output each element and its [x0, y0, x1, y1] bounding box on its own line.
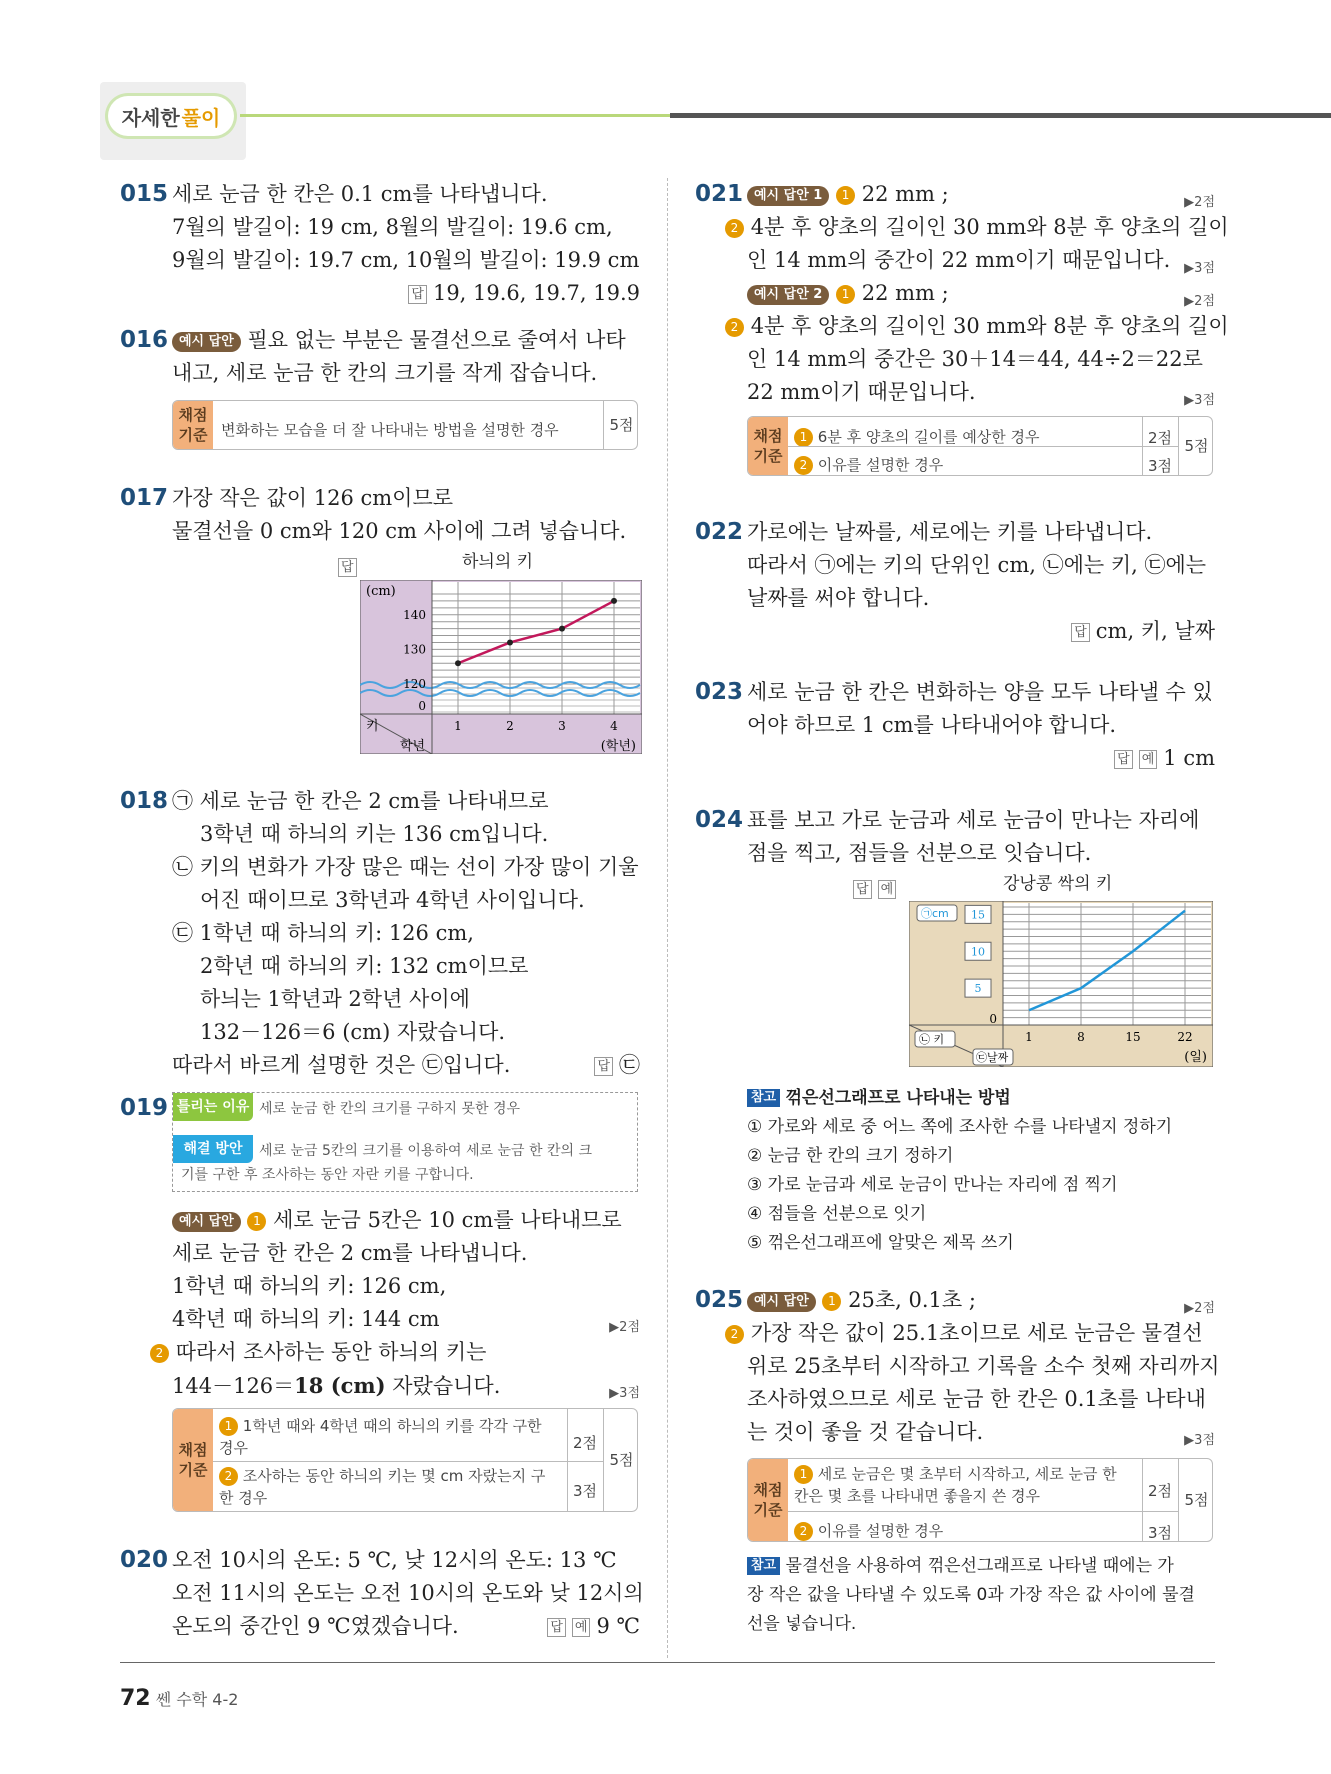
q018-line: 따라서 바르게 설명한 것은 ㉢입니다. [172, 1053, 511, 1077]
q022-number: 022 [695, 519, 744, 545]
solution-text: 세로 눈금 5칸의 크기를 이용하여 세로 눈금 한 칸의 크 [259, 1143, 592, 1159]
q024-number: 024 [695, 807, 744, 833]
q025-line: 위로 25초부터 시작하고 기록을 소수 첫째 자리까지 [747, 1354, 1220, 1378]
q018-line: 3학년 때 하늬의 키는 136 cm입니다. [200, 822, 549, 846]
q021-line: 인 14 mm의 중간은 30＋14＝44, 44÷2＝22로 [747, 347, 1203, 371]
chart1-point [455, 660, 461, 666]
q018-line: 어진 때이므로 3학년과 4학년 사이입니다. [200, 888, 585, 912]
criteria-text: 1 1학년 때와 4학년 때의 하늬의 키를 각각 구한 경우 [219, 1417, 542, 1457]
q021-line: 2 4분 후 양초의 길이인 30 mm와 8분 후 양초의 길이 [725, 310, 1229, 343]
q018-line: 하늬는 1학년과 2학년 사이에 [200, 987, 470, 1011]
q018-number: 018 [120, 788, 169, 814]
chart1-ytick: 140 [403, 607, 426, 622]
chart1-xtick: 4 [610, 719, 618, 733]
solution-tag: 해결 방안 [173, 1135, 253, 1163]
q015-line: 세로 눈금 한 칸은 0.1 cm를 나타냅니다. [172, 182, 548, 206]
criteria-text: 2 조사하는 동안 하늬의 키는 몇 cm 자랐는지 구 한 경우 [219, 1467, 546, 1507]
chart1-xtick: 1 [454, 719, 462, 733]
q020-line: 오전 11시의 온도는 오전 10시의 온도와 낮 12시의 [172, 1581, 644, 1605]
q022-answer: 답 cm, 키, 날짜 [1071, 615, 1215, 648]
q018-line: 132－126＝6 (cm) 자랐습니다. [200, 1020, 506, 1044]
chart2-ytick: 15 [971, 908, 985, 922]
criteria-text: 1 6분 후 양초의 길이를 예상한 경우 [794, 421, 1040, 454]
column-divider [667, 178, 668, 1658]
q017-line: 물결선을 0 cm와 120 cm 사이에 그려 넣습니다. [172, 519, 627, 543]
reference-step: ③ 가로 눈금과 세로 눈금이 만나는 자리에 점 찍기 [747, 1175, 1118, 1195]
q025-line: 조사하였으므로 세로 눈금 한 칸은 0.1초를 나타내 [747, 1387, 1206, 1411]
q017-answer-tag: 답 [338, 550, 363, 583]
chart1-ytick: 120 [403, 677, 426, 691]
q025-point: ▶2점 [1184, 1301, 1215, 1316]
chart1-point [611, 598, 617, 604]
page-number: 72 쎈 수학 4-2 [120, 1686, 239, 1711]
q024-line: 점을 찍고, 점들을 선분으로 잇습니다. [747, 841, 1092, 865]
q021-line: 22 mm이기 때문입니다. [747, 380, 976, 404]
reference-step: ⑤ 꺾은선그래프에 알맞은 제목 쓰기 [747, 1233, 1014, 1253]
q025-line: 예시 답안 1 25초, 0.1초 ; [747, 1284, 976, 1317]
q015-line: 7월의 발길이: 19 cm, 8월의 발길이: 19.6 cm, [172, 215, 613, 239]
q020-number: 020 [120, 1547, 169, 1573]
chart1-xtick: 3 [558, 719, 566, 733]
q022-line: 가로에는 날짜를, 세로에는 키를 나타냅니다. [747, 520, 1153, 544]
q019-hint-box [172, 1092, 638, 1192]
criteria-label: 채점 기준 [748, 417, 788, 475]
q018-line: ㉢ 1학년 때 하늬의 키: 126 cm, [172, 921, 474, 945]
q019-point: ▶2점 [609, 1320, 640, 1335]
criteria-total: 5점 [1178, 417, 1213, 475]
chart2-xlabel: (일) [1184, 1050, 1207, 1065]
criteria-total: 5점 [1178, 1459, 1213, 1541]
q025-line: 는 것이 좋을 것 같습니다. [747, 1420, 984, 1444]
q025-line: 2 가장 작은 값이 25.1초이므로 세로 눈금은 물결선 [725, 1317, 1203, 1350]
q023-number: 023 [695, 679, 744, 705]
criteria-score: 2점 [1147, 1482, 1173, 1500]
q017-line: 가장 작은 값이 126 cm이므로 [172, 486, 454, 510]
solution-text: 기를 구한 후 조사하는 동안 자란 키를 구합니다. [181, 1167, 474, 1183]
q016-line: 예시 답안 필요 없는 부분은 물결선으로 줄여서 나타 [172, 324, 626, 357]
q018-line: 2학년 때 하늬의 키: 132 cm이므로 [200, 954, 529, 978]
q023-answer: 답 예 1 cm [1114, 742, 1215, 775]
q021-line: 인 14 mm의 중간이 22 mm이기 때문입니다. [747, 248, 1171, 272]
q021-point: ▶3점 [1184, 261, 1215, 276]
wrong-reason-text: 세로 눈금 한 칸의 크기를 구하지 못한 경우 [259, 1101, 521, 1117]
q024-answer-tag: 답 예 [853, 872, 902, 905]
reference-step: ② 눈금 한 칸의 크기 정하기 [747, 1146, 954, 1166]
chart1-point [559, 626, 565, 632]
chart1-corner-row: 키 [366, 719, 379, 734]
chart1-ytick: 0 [418, 699, 426, 713]
q018-line: ㉡ 키의 변화가 가장 많은 때는 선이 가장 많이 기울 [172, 855, 639, 879]
criteria-text: 2 이유를 설명한 경우 [794, 1515, 943, 1542]
q021-point: ▶3점 [1184, 393, 1215, 408]
q019-line: 예시 답안 1 세로 눈금 5칸은 10 cm를 나타내므로 [172, 1204, 622, 1237]
reference-title: 참고 꺾은선그래프로 나타내는 방법 [747, 1084, 1172, 1113]
criteria-total: 5점 [603, 1409, 638, 1511]
q021-number: 021 [695, 181, 744, 207]
q015-answer: 답 19, 19.6, 19.7, 19.9 [408, 277, 640, 310]
chart2-xtick: 22 [1177, 1030, 1193, 1044]
reference-step: ④ 점들을 선분으로 잇기 [747, 1204, 927, 1224]
footer-rule [120, 1662, 1215, 1663]
q016-line: 내고, 세로 눈금 한 칸의 크기를 작게 잡습니다. [172, 361, 598, 385]
q019-criteria-box [172, 1408, 638, 1512]
q025-reference: 참고 물결선을 사용하여 꺾은선그래프로 나타낼 때에는 가 장 작은 값을 나타낼 수 있도록 0과 가장 작은 값 사이에 물결 선을 넣습니다. [747, 1556, 1195, 1634]
q015-number: 015 [120, 181, 169, 207]
criteria-score: 2점 [572, 1434, 598, 1452]
q018-answer: 답 ㉢ [594, 1049, 640, 1082]
q021-criteria-box [747, 416, 1213, 476]
chart2-ytick: 0 [989, 1012, 997, 1026]
q021-point: ▶2점 [1184, 195, 1215, 210]
q020-line: 온도의 중간인 9 ℃였겠습니다. [172, 1614, 459, 1638]
criteria-score: 3점 [1147, 457, 1173, 475]
chart1-ytick: 130 [403, 642, 426, 657]
q021-line: 예시 답안 1 1 22 mm ; [747, 178, 949, 211]
chart1-title: 하늬의 키 [462, 552, 534, 572]
chart2-ytick: 10 [971, 945, 985, 959]
q019-line: 세로 눈금 한 칸은 2 cm를 나타냅니다. [172, 1241, 528, 1265]
chart1-point [507, 639, 513, 645]
criteria-text: 2 이유를 설명한 경우 [794, 449, 943, 476]
chart1-corner-col: 학년 [400, 739, 426, 754]
q024-line: 표를 보고 가로 눈금과 세로 눈금이 만나는 자리에 [747, 808, 1200, 832]
chart2-xtick: 1 [1025, 1030, 1033, 1044]
q018-line: ㉠ 세로 눈금 한 칸은 2 cm를 나타내므로 [172, 789, 549, 813]
criteria-text: 1 세로 눈금은 몇 초부터 시작하고, 세로 눈금 한 칸은 몇 초를 나타내면 좋을지 쓴 경우 [794, 1465, 1117, 1505]
criteria-score: 5점 [603, 401, 638, 449]
q020-answer: 답 예 9 ℃ [547, 1610, 640, 1643]
criteria-label: 채점 기준 [748, 1459, 788, 1541]
q022-line: 날짜를 써야 합니다. [747, 586, 930, 610]
q019-line: 2 따라서 조사하는 동안 하늬의 키는 [150, 1336, 486, 1369]
q025-point: ▶3점 [1184, 1433, 1215, 1448]
q019-line: 4학년 때 하늬의 키: 144 cm [172, 1307, 440, 1331]
q021-line: 예시 답안 2 1 22 mm ; [747, 277, 949, 310]
q023-line: 세로 눈금 한 칸은 변화하는 양을 모두 나타낼 수 있 [747, 680, 1213, 704]
q021-point: ▶2점 [1184, 294, 1215, 309]
q025-criteria-box [747, 1458, 1213, 1542]
q019-line: 1학년 때 하늬의 키: 126 cm, [172, 1274, 447, 1298]
chart1-xlabel: (학년) [600, 739, 636, 754]
q025-number: 025 [695, 1287, 744, 1313]
criteria-label: 채점 기준 [173, 401, 213, 449]
header-rule-dark [670, 113, 1331, 118]
chart2-title: 강낭콩 싹의 키 [1003, 874, 1113, 894]
chart1-svg [360, 580, 642, 754]
chart1-ylabel: (cm) [366, 584, 396, 599]
chart2-xtick: 8 [1077, 1030, 1085, 1044]
criteria-score: 3점 [1147, 1524, 1173, 1542]
chart2-ytick: 5 [974, 982, 982, 996]
chart2-ylabel: ㉠cm [921, 907, 949, 920]
criteria-score: 3점 [572, 1482, 598, 1500]
q017-number: 017 [120, 485, 169, 511]
chart1-xtick: 2 [506, 719, 514, 733]
q022-line: 따라서 ㉠에는 키의 단위인 cm, ㉡에는 키, ㉢에는 [747, 553, 1207, 577]
q016-criteria-box [172, 400, 638, 450]
header-rule-green [240, 114, 670, 117]
chart2-corner-col: ㉢날짜 [976, 1051, 1009, 1064]
q020-line: 오전 10시의 온도: 5 ℃, 낮 12시의 온도: 13 ℃ [172, 1548, 617, 1572]
criteria-label: 채점 기준 [173, 1409, 213, 1511]
q019-line: 144－126＝18 (cm) 자랐습니다. [172, 1373, 501, 1398]
header-title: 자세한 풀이 [108, 96, 234, 136]
example-answer-tag: 예시 답안 [172, 332, 241, 352]
q019-point: ▶3점 [609, 1386, 640, 1401]
criteria-score: 2점 [1147, 429, 1173, 447]
wrong-reason-tag: 틀리는 이유 [173, 1093, 253, 1121]
chart2-svg [909, 901, 1213, 1067]
chart2-corner-row: ㉡ 키 [919, 1033, 945, 1046]
chart2-xtick: 15 [1125, 1030, 1141, 1044]
q024-reference [747, 1084, 1172, 1258]
q015-line: 9월의 발길이: 19.7 cm, 10월의 발길이: 19.9 cm [172, 248, 640, 272]
q019-number: 019 [120, 1095, 169, 1121]
q016-number: 016 [120, 327, 169, 353]
criteria-text: 변화하는 모습을 더 잘 나타내는 방법을 설명한 경우 [221, 421, 559, 439]
reference-step: ① 가로와 세로 중 어느 쪽에 조사한 수를 나타낼지 정하기 [747, 1117, 1173, 1137]
q023-line: 어야 하므로 1 cm를 나타내어야 합니다. [747, 713, 1117, 737]
q021-line: 2 4분 후 양초의 길이인 30 mm와 8분 후 양초의 길이 [725, 211, 1229, 244]
